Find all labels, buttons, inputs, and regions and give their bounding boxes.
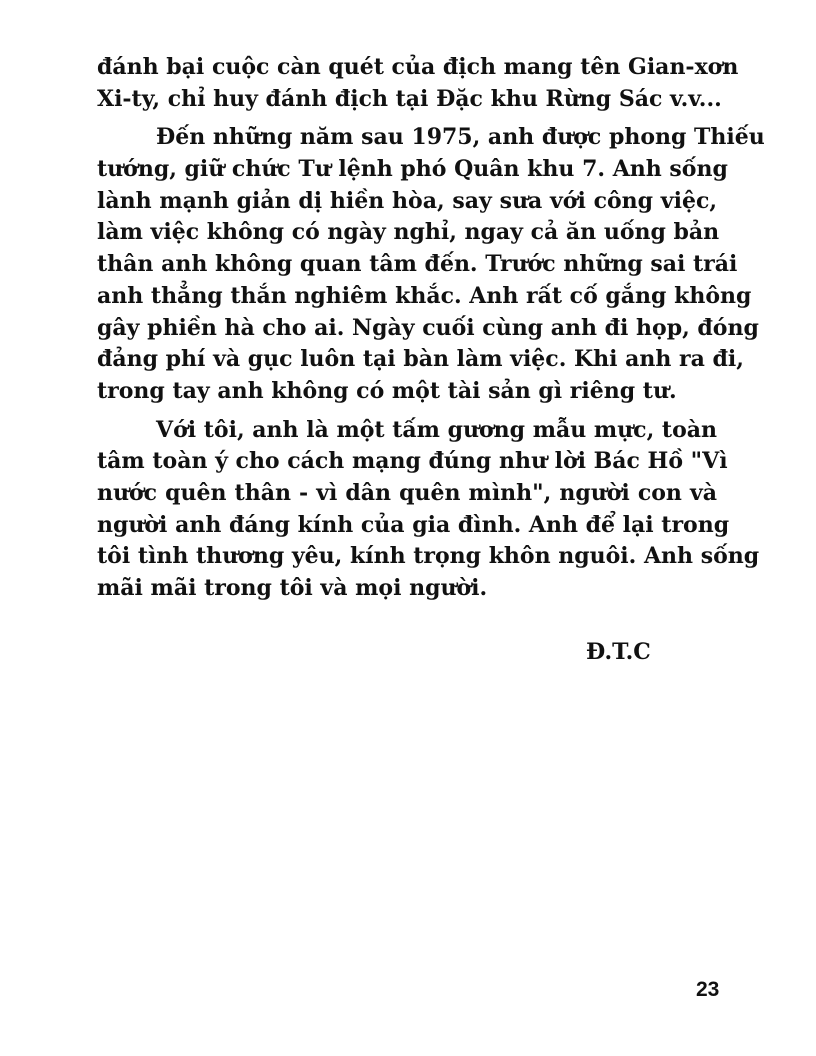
paragraph-line: Đến những năm sau 1975, anh được phong Thiếu	[156, 124, 765, 151]
paragraph-3	[97, 415, 760, 605]
paragraph-line: đánh bại cuộc càn quét của địch mang tên Gian-xơn	[97, 54, 739, 80]
paragraph-gap	[97, 408, 717, 415]
paragraph-line: đảng phí và gục luôn tại bàn làm việc. Khi anh ra đi,	[97, 346, 744, 373]
paragraph-gap	[97, 115, 717, 122]
paragraph-line: làm việc không có ngày nghỉ, ngay cả ăn uống bản	[97, 219, 720, 246]
paragraph-line: thân anh không quan tâm đến. Trước những sai trái	[97, 251, 738, 278]
paragraph-line: anh thẳng thắn nghiêm khắc. Anh rất cố gắng không	[97, 282, 752, 309]
paragraph-line: mãi mãi trong tôi và mọi người.	[97, 575, 488, 601]
page-number: 23	[696, 978, 720, 1001]
paragraph-line: gây phiền hà cho ai. Ngày cuối cùng anh đi họp, đóng	[97, 314, 759, 341]
paragraph-line: Với tôi, anh là một tấm gương mẫu mực, toàn	[156, 416, 717, 443]
paragraph-line: trong tay anh không có một tài sản gì riêng tư.	[97, 377, 677, 404]
paragraph-line: Xi-ty, chỉ huy đánh địch tại Đặc khu Rừng Sác v.v...	[97, 85, 722, 112]
paragraph-line: nước quên thân - vì dân quên mình", người con và	[97, 479, 717, 506]
paragraph-2	[97, 122, 765, 407]
paragraph-1	[97, 52, 739, 115]
body-text	[97, 52, 765, 605]
paragraph-line: người anh đáng kính của gia đình. Anh để lại trong	[97, 511, 730, 538]
paragraph-line: tâm toàn ý cho cách mạng đúng như lời Bác Hồ "Vì	[97, 448, 728, 475]
paragraph-line: tôi tình thương yêu, kính trọng khôn nguôi. Anh sống	[97, 543, 760, 570]
author-signature: Đ.T.C	[586, 639, 651, 665]
paragraph-line: tướng, giữ chức Tư lệnh phó Quân khu 7. Anh sống	[97, 156, 728, 183]
paragraph-line: lành mạnh giản dị hiền hòa, say sưa với công việc,	[97, 187, 717, 214]
